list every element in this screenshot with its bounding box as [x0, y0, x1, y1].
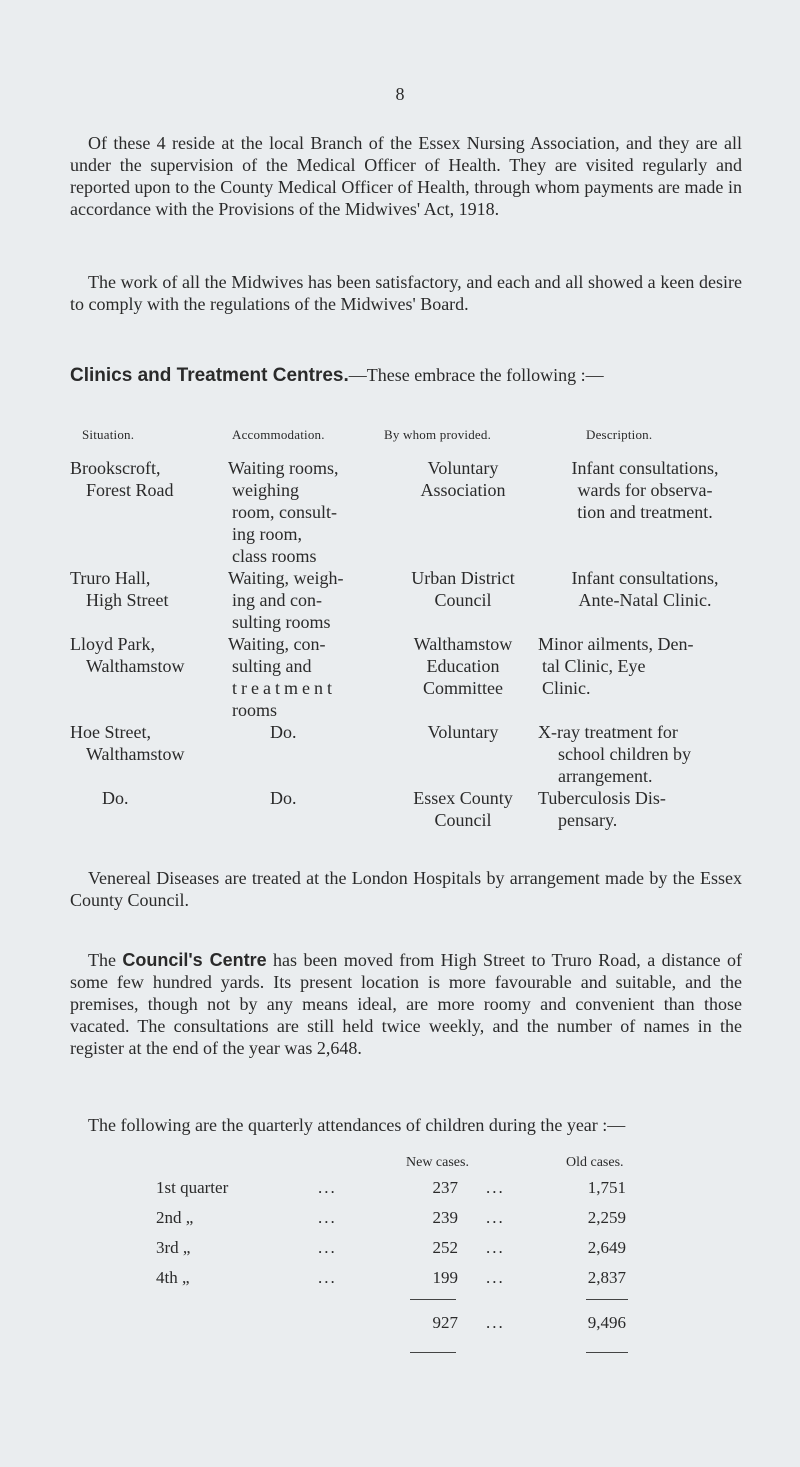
clinics-intro	[70, 364, 742, 387]
cell-situation: Truro Hall, High Street	[70, 568, 169, 610]
cell-description: Minor ailments, Den- tal Clinic, Eye Clinic.	[538, 634, 694, 698]
total-rule-old	[586, 1299, 628, 1300]
cell-provided-by: Essex County Council	[413, 788, 513, 830]
col-header-situation: Situation.	[82, 427, 135, 442]
table-row: 3rd „ ... 252 ... 2,649	[156, 1238, 626, 1257]
cell-situation: Hoe Street, Walthamstow	[70, 722, 185, 764]
cell-situation: Lloyd Park, Walthamstow	[70, 634, 185, 676]
cell-provided-by: Urban District Council	[411, 568, 515, 610]
paragraph-venereal: Venereal Diseases are treated at the London Hospitals by arrangement made by the Essex County Council.	[70, 868, 742, 910]
paragraph-council-centre: The Council's Centre has been moved from High Street to Truro Road, a distance of some few hundred yards. Its present location is more favourable and suitable, and the premises, though not by any means ideal, are more roomy and convenient than those vacated. The consultations are still held twice weekly, and the number of names in the register at the end of the year was 2,648.	[70, 950, 742, 1058]
table-row: 4th „ ... 199 ... 2,837	[156, 1268, 626, 1287]
cell-accommodation: Waiting, weigh- ing and con- sulting rooms	[228, 568, 344, 632]
col-header-accommodation: Accommodation.	[232, 427, 325, 442]
page-number: 8	[395, 84, 405, 104]
cell-accommodation: Waiting, con- sulting and treatment rooms	[228, 634, 336, 720]
table-row: 2nd „ ... 239 ... 2,259	[156, 1208, 626, 1227]
totals-row: 927 ... 9,496	[432, 1313, 626, 1332]
att-col-new: New cases.	[406, 1155, 469, 1170]
cell-provided-by: Voluntary Association	[420, 458, 506, 500]
cell-provided-by: Voluntary	[427, 722, 499, 742]
att-col-old: Old cases.	[566, 1155, 624, 1170]
cell-accommodation: Waiting rooms, weighing room, consult- ing room, class rooms	[228, 458, 339, 566]
cell-description: Infant consultations, Ante-Natal Clinic.	[571, 568, 719, 610]
cell-description: Infant consultations, wards for observa- tion and treatment.	[571, 458, 719, 522]
total-underline-old	[586, 1352, 628, 1353]
clinics-intro-text: —These embrace the following :—	[348, 365, 604, 385]
cell-provided-by: Walthamstow Education Committee	[413, 634, 513, 698]
cell-description: X-ray treatment for school children by arrangement.	[538, 722, 691, 786]
total-underline-new	[410, 1352, 456, 1353]
col-header-provided-by: By whom provided.	[384, 427, 492, 442]
cell-description: Tuberculosis Dis- pensary.	[538, 788, 666, 830]
clinics-heading: Clinics and Treatment Centres.	[70, 365, 349, 386]
paragraph-midwives-branch: Of these 4 reside at the local Branch of the Essex Nursing Association, and they are all under the supervision of the Medical Officer of Health. They are visited regularly and reported upon to the County Medical Officer of Health, through whom payments are made in accordance with the Provisions of the Midwives' Act, 1918.	[70, 133, 742, 219]
paragraph-attendance-intro: The following are the quarterly attendances of children during the year :—	[88, 1115, 626, 1135]
col-header-description: Description.	[586, 427, 653, 442]
total-rule-new	[410, 1299, 456, 1300]
council-centre-heading: Council's Centre	[122, 950, 267, 970]
paragraph-midwives-work: The work of all the Midwives has been satisfactory, and each and all showed a keen desire to comply with the regulations of the Midwives' Board.	[70, 272, 742, 314]
cell-situation: Brookscroft, Forest Road	[70, 458, 174, 500]
table-row: 1st quarter ... 237 ... 1,751	[156, 1178, 626, 1197]
cell-accommodation: Do.	[270, 788, 297, 808]
cell-situation: Do.	[102, 788, 129, 808]
cell-accommodation: Do.	[270, 722, 297, 742]
